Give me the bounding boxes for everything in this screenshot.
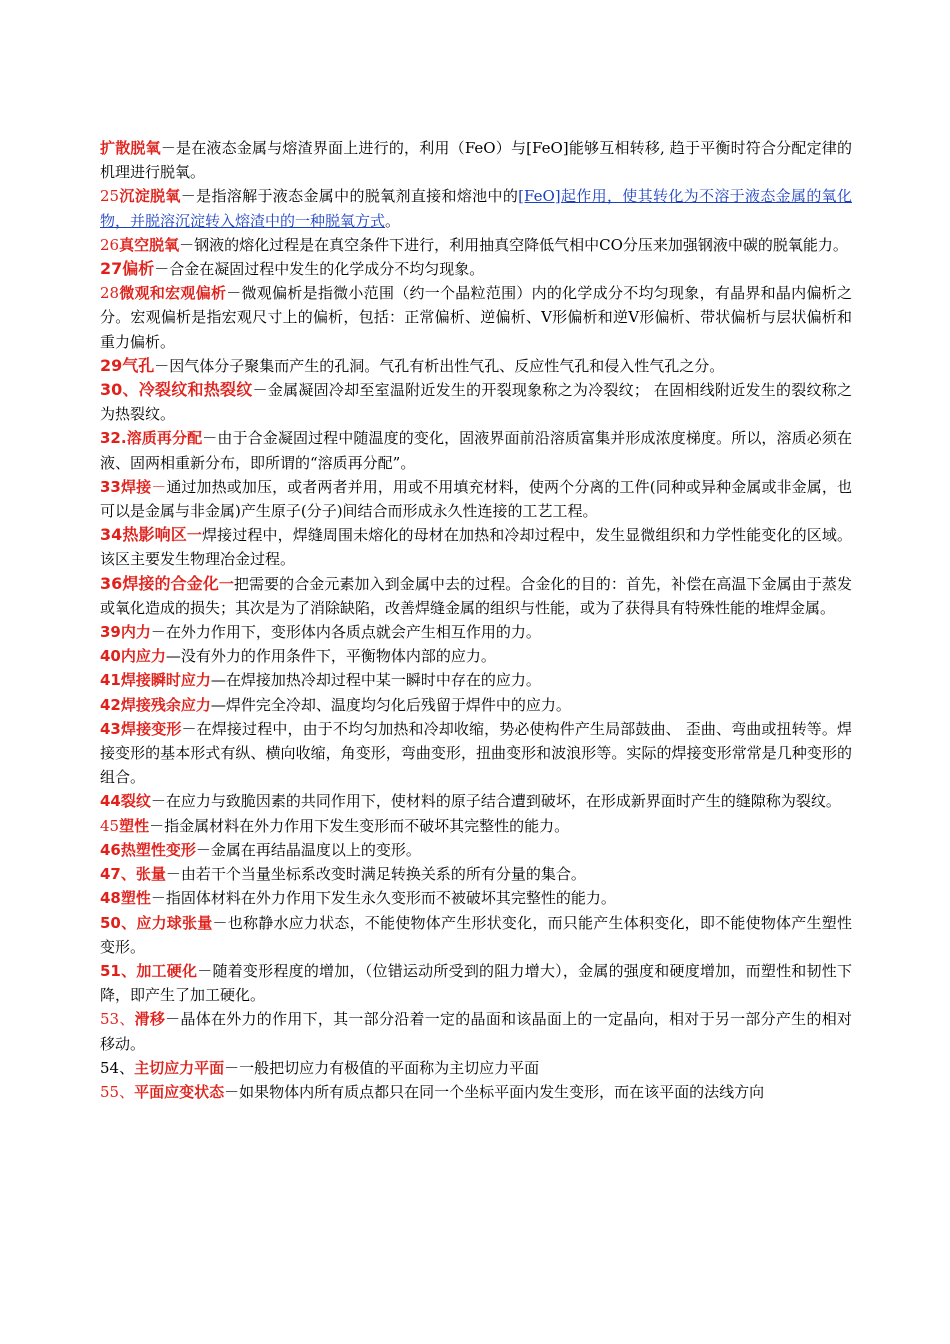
entry-transient-weld-stress [100, 668, 852, 692]
entry-term: 焊接 [120, 477, 152, 496]
entry-heat-affected-zone [100, 523, 852, 571]
entry-text: 把需要的合金元素加入到金属中去的过程。合金化的目的：首先，补偿在高温下金属由于蒸发或氧化造成的损失；其次是为了消除缺陷，改善焊缝金属的组织与性能，或为了获得具有特殊性能的堆焊金属。 [100, 574, 852, 617]
entry-term: 内应力 [120, 647, 166, 666]
entry-term: 热影响区 [122, 525, 187, 545]
entry-text: 是指溶解于液态金属中的脱氧剂直接和熔池中的 [195, 187, 519, 206]
entry-spherical-stress-tensor [100, 911, 852, 959]
entry-text: 指固体材料在外力作用下发生永久变形而不被破坏其完整性的能力。 [165, 889, 616, 908]
entry-text: 如果物体内所有质点都只在同一个坐标平面内发生变形，而在该平面的法线方向 [239, 1082, 765, 1101]
entry-text: 焊件完全冷却、温度均匀化后残留于焊件中的应力。 [225, 695, 571, 714]
entry-number: 33 [100, 477, 121, 496]
entry-residual-weld-stress [100, 693, 852, 717]
entry-separator: － [226, 284, 242, 303]
entry-separator: － [165, 1010, 181, 1029]
entry-number: 43 [100, 719, 121, 738]
entry-number: 28 [100, 284, 120, 303]
entry-work-hardening [100, 959, 852, 1007]
entry-text: 一般把切应力有极值的平面称为主切应力平面 [239, 1058, 540, 1077]
entry-text: 在焊接过程中，由于不均匀加热和冷却收缩，势必使构件产生局部鼓曲、 歪曲、弯曲或扭转等。焊接变形的基本形式有纵、横向收缩，角变形，弯曲变形，扭曲变形和波浪形等。实际的焊接变形常常是几种变形的组合。 [100, 719, 852, 787]
entry-term: 气孔 [122, 355, 155, 375]
entry-separator: － [151, 477, 167, 496]
entry-cold-hot-cracks [100, 378, 852, 426]
entry-separator: 一 [218, 574, 234, 593]
entry-separator: － [160, 139, 176, 157]
entry-porosity [100, 354, 852, 378]
entry-term: 扩散脱氧 [100, 139, 161, 157]
entry-term: 平面应变状态 [134, 1082, 225, 1101]
entry-plasticity-solid [100, 886, 852, 910]
entry-separator: － [154, 356, 170, 375]
entry-welding [100, 475, 852, 523]
entry-number: 47、 [100, 865, 136, 884]
entry-number: 34 [100, 525, 123, 545]
entry-term: 焊接残余应力 [120, 695, 211, 714]
entry-separator: － [165, 865, 181, 884]
entry-separator: － [252, 381, 268, 400]
entry-separator: － [197, 961, 213, 980]
entry-weld-alloying [100, 572, 852, 620]
entry-segregation [100, 257, 852, 281]
entry-hot-plastic-deformation [100, 838, 852, 862]
entry-term: 塑性 [120, 889, 151, 908]
entry-slip [100, 1007, 852, 1055]
entry-term: 溶质再分配 [126, 429, 203, 448]
entry-crack [100, 789, 852, 813]
entry-term: 偏析 [122, 259, 155, 279]
entry-number: 54、 [100, 1058, 135, 1077]
entry-text: 钢液的熔化过程是在真空条件下进行，利用抽真空降低气相中CO分压来加强钢液中碳的脱氧能力。 [194, 235, 848, 254]
entry-term: 张量 [135, 865, 166, 884]
entry-term: 滑移 [134, 1010, 166, 1029]
entry-hyperlink[interactable]: [FeO]起作用，使其转化为不溶于液态金属的氧化物，并脱溶沉淀转入熔渣中的一种脱氧方式 [100, 187, 852, 230]
entry-number: 48 [100, 889, 121, 908]
entry-separator: － [154, 260, 170, 279]
entry-term: 冷裂纹和热裂纹 [138, 380, 253, 400]
entry-text: 没有外力的作用条件下，平衡物体内部的应力。 [180, 647, 496, 666]
entry-text: 指金属材料在外力作用下发生变形而不破坏其完整性的能力。 [164, 816, 570, 835]
entry-text: 因气体分子聚集而产生的孔洞。气孔有析出性气孔、反应性气孔和侵入性气孔之分。 [169, 356, 725, 375]
entry-plasticity [100, 814, 852, 838]
entry-text: 由于合金凝固过程中随温度的变化，固液界面前沿溶质富集并形成浓度梯度。所以，溶质必须在液、固两相重新分布，即所谓的“溶质再分配”。 [100, 429, 852, 472]
entry-term: 真空脱氧 [119, 235, 180, 254]
entry-term: 应力球张量 [136, 913, 213, 932]
entry-text: 微观偏析是指微小范围（约一个晶粒范围）内的化学成分不均匀现象，有晶界和晶内偏析之分。宏观偏析是指宏观尺寸上的偏析，包括：正常偏析、逆偏析、V形偏析和逆V形偏析、带状偏析与层状偏析和重力偏析。 [100, 284, 852, 351]
entry-number: 45 [100, 816, 120, 835]
entry-separator: － [150, 623, 166, 642]
entry-term: 主切应力平面 [134, 1058, 225, 1077]
entry-separator: — [165, 647, 181, 666]
entry-separator: － [202, 429, 218, 448]
entry-separator: — [210, 671, 226, 690]
entry-diffusion-deoxidation [100, 136, 852, 184]
entry-principal-shear-plane [100, 1056, 852, 1080]
entry-text: 由若干个当量坐标系改变时满足转换关系的所有分量的集合。 [180, 865, 586, 884]
entry-number: 29 [100, 355, 123, 375]
document-body [100, 136, 852, 1104]
entry-tensor [100, 862, 852, 886]
entry-number: 36 [100, 573, 123, 593]
entry-number: 55、 [100, 1082, 135, 1101]
entry-number: 40 [100, 647, 121, 666]
entry-plane-strain-state [100, 1080, 852, 1104]
entry-micro-macro-segregation [100, 281, 852, 354]
entry-separator: － [179, 235, 195, 254]
entry-number: 32. [100, 429, 127, 448]
entry-separator: － [181, 719, 197, 738]
entry-term: 裂纹 [120, 792, 151, 811]
entry-separator: － [224, 1058, 240, 1077]
entry-separator: — [210, 695, 226, 714]
entry-term: 焊接瞬时应力 [120, 671, 211, 690]
entry-number: 44 [100, 792, 121, 811]
entry-text: 随着变形程度的增加，（位错运动所受到的阻力增大），金属的强度和硬度增加，而塑性和韧性下降，即产生了加工硬化。 [100, 961, 852, 1005]
entry-internal-stress [100, 644, 852, 668]
entry-text: 焊接过程中，焊缝周围未熔化的母材在加热和冷却过程中，发生显微组织和力学性能变化的区域。该区主要发生物理冶金过程。 [100, 526, 852, 569]
entry-number: 27 [100, 259, 123, 279]
entry-precipitation-deoxidation [100, 184, 852, 232]
entry-number: 41 [100, 671, 121, 690]
entry-number: 39 [100, 623, 121, 642]
entry-text: 在焊接加热冷却过程中某一瞬时中存在的应力。 [225, 671, 541, 690]
entry-separator: － [224, 1082, 240, 1101]
entry-text: 合金在凝固过程中发生的化学成分不均匀现象。 [169, 260, 485, 279]
entry-separator: 一 [186, 526, 202, 545]
entry-number: 42 [100, 695, 121, 714]
entry-text-tail: 。 [385, 211, 401, 230]
entry-term: 焊接的合金化 [122, 573, 219, 593]
entry-number: 53、 [100, 1010, 135, 1029]
entry-text: 通过加热或加压，或者两者并用，用或不用填充材料，使两个分离的工件(同种或异种金属或非金属，也可以是金属与非金属)产生原子(分子)间结合而形成永久性连接的工艺工程。 [100, 477, 852, 521]
entry-text: 金属在再结晶温度以上的变形。 [210, 840, 421, 859]
entry-number: 51、 [100, 961, 137, 980]
entry-text: 在应力与致脆因素的共同作用下，使材料的原子结合遭到破坏，在形成新界面时产生的缝隙称为裂纹。 [165, 792, 841, 811]
entry-text: 在外力作用下，变形体内各质点就会产生相互作用的力。 [165, 623, 541, 642]
entry-separator: － [150, 889, 166, 908]
entry-internal-force [100, 620, 852, 644]
entry-term: 焊接变形 [120, 719, 182, 738]
entry-text: 也称静水应力状态，不能使物体产生形状变化，而只能产生体积变化，即不能使物体产生塑性变形。 [100, 913, 852, 956]
entry-number: 50、 [100, 913, 137, 932]
entry-term: 加工硬化 [136, 961, 198, 980]
entry-text: 是在液态金属与熔渣界面上进行的，利用（FeO）与[FeO]能够互相转移, 趋于平衡时符合分配定律的机理进行脱氧。 [100, 139, 852, 182]
entry-number: 26 [100, 235, 120, 254]
entry-term: 微观和宏观偏析 [119, 284, 227, 303]
entry-separator: － [212, 913, 228, 932]
entry-number: 25 [100, 187, 120, 206]
entry-number: 46 [100, 840, 121, 859]
entry-vacuum-deoxidation [100, 233, 852, 257]
entry-weld-distortion [100, 717, 852, 790]
entry-number: 30、 [100, 380, 139, 400]
entry-separator: － [150, 792, 166, 811]
entry-solute-redistribution [100, 426, 852, 474]
entry-separator: － [149, 816, 165, 835]
entry-separator: － [195, 840, 211, 859]
entry-term: 塑性 [119, 816, 150, 835]
entry-term: 沉淀脱氧 [119, 187, 181, 206]
entry-separator: － [180, 187, 196, 206]
entry-term: 热塑性变形 [120, 840, 196, 859]
entry-term: 内力 [120, 623, 151, 642]
entry-text: 金属凝固冷却至室温附近发生的开裂现象称之为冷裂纹； 在固相线附近发生的裂纹称之为热裂纹。 [100, 381, 852, 424]
entry-text: 晶体在外力的作用下，其一部分沿着一定的晶面和该晶面上的一定晶向，相对于另一部分产生的相对移动。 [100, 1010, 852, 1053]
